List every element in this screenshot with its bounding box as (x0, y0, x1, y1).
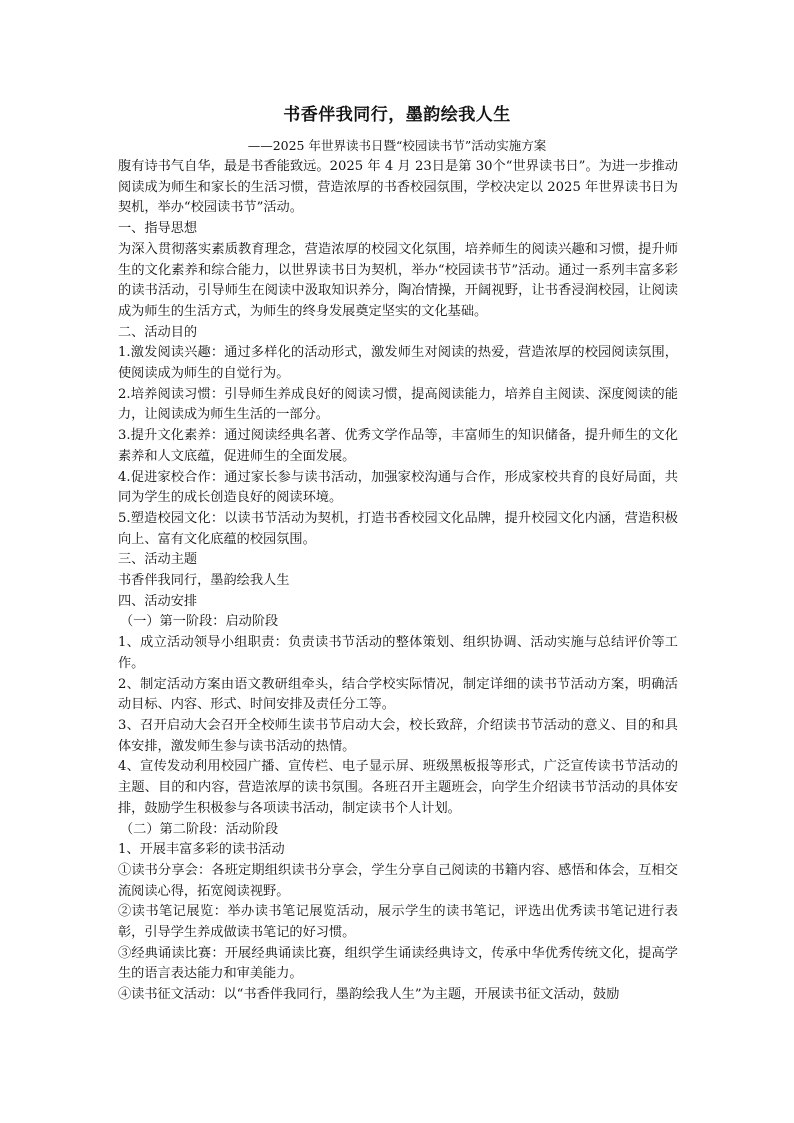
theme-text: 书香伴我同行，墨韵绘我人生 (118, 573, 290, 589)
list-item: 2.培养阅读习惯：引导师生养成良好的阅读习惯，提高阅读能力，培养自主阅读、深度阅读的能力，让阅读成为师生生活的一部分。 (118, 386, 678, 423)
list-item: 3、召开启动大会召开全校师生读书节启动大会，校长致辞，介绍读书节活动的意义、目的和具体安排，激发师生参与读书活动的热情。 (118, 717, 678, 754)
subsection-heading-stage-two: （二）第二阶段：活动阶段 (120, 821, 279, 837)
list-item: ①读书分享会：各班定期组织读书分享会，学生分享自己阅读的书籍内容、感悟和体会，互相交流阅读心得，拓宽阅读视野。 (118, 862, 678, 899)
list-item: 4.促进家校合作：通过家长参与读书活动，加强家校沟通与合作，形成家校共育的良好局面，共同为学生的成长创造良好的阅读环境。 (118, 469, 678, 506)
list-item: 4、宣传发动利用校园广播、宣传栏、电子显示屏、班级黑板报等形式，广泛宣传读书节活动的主题、目的和内容，营造浓厚的读书氛围。各班召开主题班会，向学生介绍读书节活动的具体安排，鼓励学生积极参与各项读书活动，制定读书个人计划。 (118, 759, 678, 816)
section-heading-guiding-thought: 一、指导思想 (118, 221, 198, 237)
section-heading-purpose: 二、活动目的 (118, 324, 198, 340)
body-paragraph: 为深入贯彻落实素质教育理念，营造浓厚的校园文化氛围，培养师生的阅读兴趣和习惯，提升师生的文化素养和综合能力，以世界读书日为契机，举办“校园读书节”活动。通过一系列丰富多彩的读书活动，引导师生在阅读中汲取知识养分，陶冶情操，开阔视野，让书香浸润校园，让阅读成为师生的生活方式，为师生的终身发展奠定坚实的文化基础。 (118, 241, 678, 319)
subsection-heading-stage-one: （一）第一阶段：启动阶段 (120, 614, 279, 630)
list-item: 2、制定活动方案由语文教研组牵头，结合学校实际情况，制定详细的读书节活动方案，明确活动目标、内容、形式、时间安排及责任分工等。 (118, 676, 678, 713)
document-title: 书香伴我同行，墨韵绘我人生 (283, 105, 511, 125)
list-item: ④读书征文活动：以“书香伴我同行，墨韵绘我人生”为主题，开展读书征文活动，鼓励 (118, 987, 620, 1003)
list-item: 3.提升文化素养：通过阅读经典名著、优秀文学作品等，丰富师生的知识储备，提升师生的文化素养和人文底蕴，促进师生的全面发展。 (118, 428, 678, 464)
section-heading-theme: 三、活动主题 (118, 552, 198, 568)
document-subtitle: ——2025 年世界读书日暨“校园读书节”活动实施方案 (247, 138, 547, 153)
list-item: 1.激发阅读兴趣：通过多样化的活动形式，激发师生对阅读的热爱，营造浓厚的校园阅读氛围，使阅读成为师生的自觉行为。 (118, 345, 678, 382)
list-item: 1、成立活动领导小组职责：负责读书节活动的整体策划、组织协调、活动实施与总结评价等工作。 (118, 635, 678, 671)
document-body (118, 157, 678, 1006)
list-item: ③经典诵读比赛：开展经典诵读比赛，组织学生诵读经典诗文，传承中华优秀传统文化，提高学生的语言表达能力和审美能力。 (118, 945, 678, 982)
list-item: ②读书笔记展览：举办读书笔记展览活动，展示学生的读书笔记，评选出优秀读书笔记进行表彰，引导学生养成做读书笔记的好习惯。 (118, 904, 678, 941)
list-item: 1、开展丰富多彩的读书活动 (118, 842, 285, 858)
section-heading-arrangement: 四、活动安排 (118, 593, 198, 609)
list-item: 5.塑造校园文化：以读书节活动为契机，打造书香校园文化品牌，提升校园文化内涵，营造积极向上、富有文化底蕴的校园氛围。 (118, 510, 678, 547)
intro-paragraph: 腹有诗书气自华，最是书香能致远。2025 年 4 月 23日是第 30个“世界读书日”。为进一步推动阅读成为师生和家长的生活习惯，营造浓厚的书香校园氛围，学校决定以 2025 年世界读书日为契机，举办“校园读书节”活动。 (118, 159, 678, 216)
